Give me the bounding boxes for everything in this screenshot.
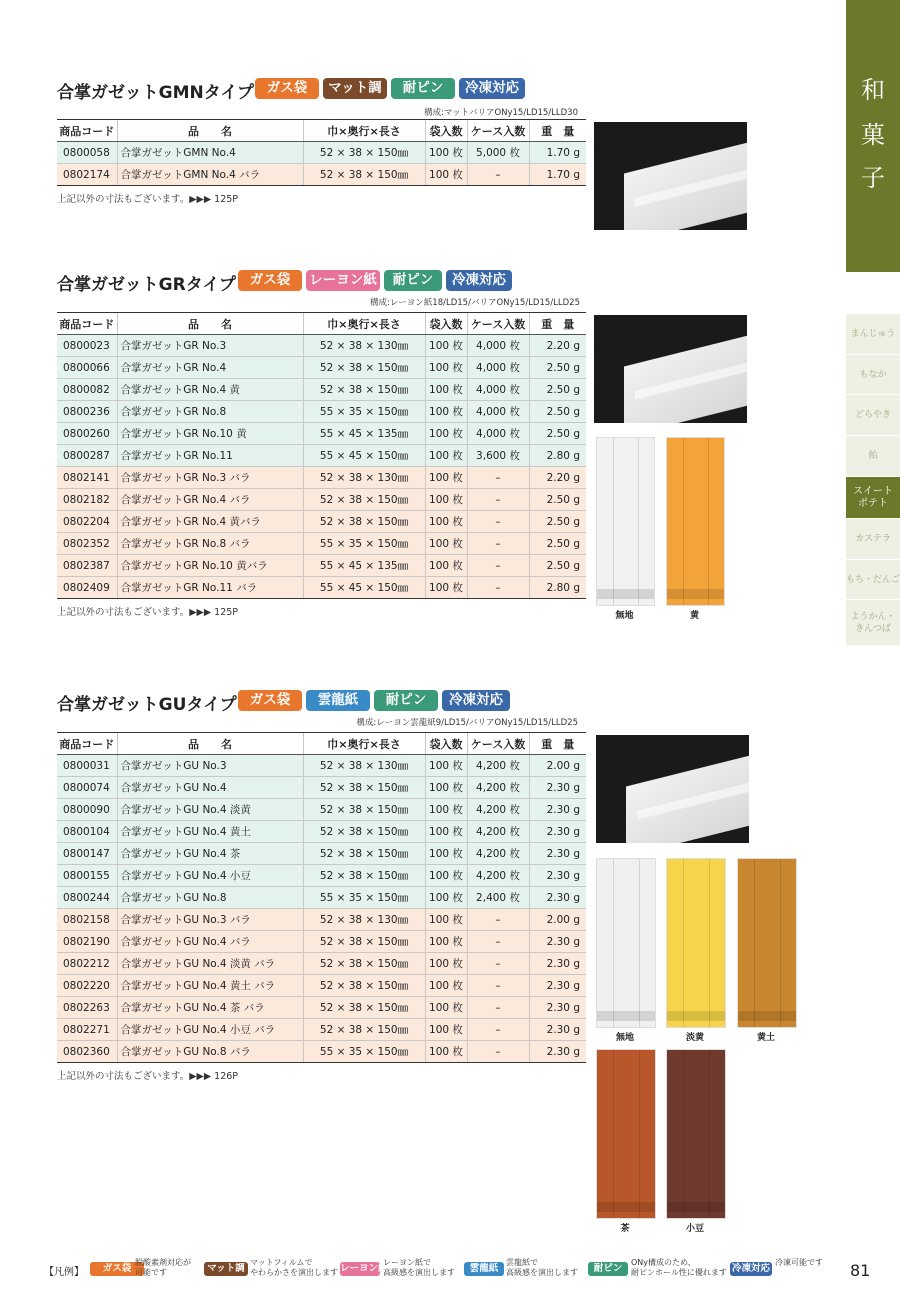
product-code-cell: 0800244: [57, 887, 117, 909]
product-name-cell: 合掌ガゼットGR No.4 黄バラ: [117, 511, 303, 533]
table-header-row: [57, 733, 586, 755]
table-row: [57, 1019, 586, 1041]
bag-quantity-cell: 100 枚: [425, 401, 467, 423]
case-quantity-cell: –: [467, 1041, 529, 1063]
side-item[interactable]: 飴: [846, 436, 900, 476]
table-row: [57, 799, 586, 821]
column-header: 袋入数: [425, 313, 467, 335]
weight-cell: 2.50 g: [529, 555, 586, 577]
bag-quantity-cell: 100 枚: [425, 931, 467, 953]
product-name-cell: 合掌ガゼットGR No.3 バラ: [117, 467, 303, 489]
dimensions-cell: 52 × 38 × 150㎜: [303, 1019, 425, 1041]
weight-cell: 2.80 g: [529, 445, 586, 467]
bag-quantity-cell: 100 枚: [425, 755, 467, 777]
dimensions-cell: 55 × 35 × 150㎜: [303, 887, 425, 909]
bag-quantity-cell: 100 枚: [425, 953, 467, 975]
size-note-gu: 上記以外の寸法もございます。▶▶▶ 126P: [57, 1071, 239, 1082]
dimensions-cell: 52 × 38 × 150㎜: [303, 931, 425, 953]
table-row: [57, 511, 586, 533]
case-quantity-cell: 4,000 枚: [467, 379, 529, 401]
weight-cell: 2.30 g: [529, 865, 586, 887]
bag-quantity-cell: 100 枚: [425, 164, 467, 186]
case-quantity-cell: –: [467, 953, 529, 975]
legend-label: 【凡例】: [44, 1267, 84, 1278]
column-header: 品 名: [117, 120, 303, 142]
bag-quantity-cell: 100 枚: [425, 821, 467, 843]
bag-quantity-cell: 100 枚: [425, 142, 467, 164]
product-name-cell: 合掌ガゼットGU No.4 淡黄 バラ: [117, 953, 303, 975]
weight-cell: 2.20 g: [529, 467, 586, 489]
table-row: [57, 975, 586, 997]
product-code-cell: 0802387: [57, 555, 117, 577]
product-code-cell: 0800260: [57, 423, 117, 445]
column-header: 巾×奥行×長さ: [303, 120, 425, 142]
product-name-cell: 合掌ガゼットGU No.4 黄土: [117, 821, 303, 843]
weight-cell: 2.30 g: [529, 843, 586, 865]
weight-cell: 2.50 g: [529, 379, 586, 401]
weight-cell: 1.70 g: [529, 164, 586, 186]
column-header: ケース入数: [467, 120, 529, 142]
product-code-cell: 0802158: [57, 909, 117, 931]
table-row: [57, 755, 586, 777]
dimensions-cell: 52 × 38 × 150㎜: [303, 357, 425, 379]
column-header: 商品コード: [57, 733, 117, 755]
table-row: [57, 865, 586, 887]
column-header: 商品コード: [57, 313, 117, 335]
badge-gas: ガス袋: [238, 690, 302, 711]
weight-cell: 2.30 g: [529, 799, 586, 821]
legend-description: レーヨン紙で 高級感を演出します: [383, 1258, 455, 1277]
composition-gmn: 構成:マットバリアONy15/LD15/LLD30: [424, 108, 578, 118]
column-header: ケース入数: [467, 733, 529, 755]
product-name-cell: 合掌ガゼットGR No.8: [117, 401, 303, 423]
composition-gu: 構成:レーヨン雲龍紙9/LD15/バリアONy15/LD15/LLD25: [356, 718, 578, 728]
weight-cell: 2.80 g: [529, 577, 586, 599]
weight-cell: 2.50 g: [529, 533, 586, 555]
table-row: [57, 909, 586, 931]
dimensions-cell: 52 × 38 × 150㎜: [303, 489, 425, 511]
product-code-cell: 0800090: [57, 799, 117, 821]
product-name-cell: 合掌ガゼットGR No.8 バラ: [117, 533, 303, 555]
bag-quantity-cell: 100 枚: [425, 489, 467, 511]
weight-cell: 2.50 g: [529, 357, 586, 379]
section-title-gmn: 合掌ガゼットGMNタイプ: [57, 83, 254, 103]
case-quantity-cell: 4,000 枚: [467, 423, 529, 445]
weight-cell: 2.30 g: [529, 777, 586, 799]
case-quantity-cell: 4,200 枚: [467, 843, 529, 865]
table-row: [57, 467, 586, 489]
product-photo-gmn: [594, 122, 747, 230]
size-note-gr: 上記以外の寸法もございます。▶▶▶ 125P: [57, 607, 239, 618]
bag-quantity-cell: 100 枚: [425, 467, 467, 489]
product-name-cell: 合掌ガゼットGU No.4 小豆: [117, 865, 303, 887]
bag-quantity-cell: 100 枚: [425, 799, 467, 821]
product-name-cell: 合掌ガゼットGR No.3: [117, 335, 303, 357]
side-item[interactable]: まんじゅう: [846, 314, 900, 354]
side-item[interactable]: もなか: [846, 355, 900, 394]
color-sample-label: 淡黄: [685, 1033, 704, 1043]
color-sample-label: 小豆: [685, 1224, 704, 1234]
color-sample-label: 黄: [689, 611, 699, 621]
bag-quantity-cell: 100 枚: [425, 533, 467, 555]
dimensions-cell: 52 × 38 × 130㎜: [303, 909, 425, 931]
product-code-cell: 0802352: [57, 533, 117, 555]
dimensions-cell: 55 × 45 × 135㎜: [303, 555, 425, 577]
product-code-cell: 0800147: [57, 843, 117, 865]
product-code-cell: 0800066: [57, 357, 117, 379]
case-quantity-cell: 3,600 枚: [467, 445, 529, 467]
product-name-cell: 合掌ガゼットGR No.10 黄: [117, 423, 303, 445]
size-note-gmn: 上記以外の寸法もございます。▶▶▶ 125P: [57, 194, 239, 205]
case-quantity-cell: 4,200 枚: [467, 865, 529, 887]
product-name-cell: 合掌ガゼットGR No.4 バラ: [117, 489, 303, 511]
product-code-cell: 0800104: [57, 821, 117, 843]
case-quantity-cell: 4,000 枚: [467, 401, 529, 423]
product-code-cell: 0802271: [57, 1019, 117, 1041]
category-char-1: 和: [861, 76, 885, 104]
table-row: [57, 953, 586, 975]
badge-unryu: 雲龍紙: [306, 690, 370, 711]
dimensions-cell: 55 × 45 × 150㎜: [303, 445, 425, 467]
badge-rayon: レーヨン紙: [306, 270, 380, 291]
table-row: [57, 401, 586, 423]
product-table-gmn: [57, 119, 586, 186]
product-code-cell: 0802174: [57, 164, 117, 186]
case-quantity-cell: –: [467, 467, 529, 489]
table-header-row: [57, 313, 586, 335]
dimensions-cell: 52 × 38 × 150㎜: [303, 511, 425, 533]
section-title-gu: 合掌ガゼットGUタイプ: [57, 695, 237, 715]
dimensions-cell: 55 × 35 × 150㎜: [303, 401, 425, 423]
color-sample-swatch: [666, 437, 725, 606]
case-quantity-cell: –: [467, 533, 529, 555]
dimensions-cell: 52 × 38 × 150㎜: [303, 997, 425, 1019]
product-code-cell: 0802204: [57, 511, 117, 533]
case-quantity-cell: –: [467, 931, 529, 953]
weight-cell: 1.70 g: [529, 142, 586, 164]
case-quantity-cell: 4,200 枚: [467, 777, 529, 799]
weight-cell: 2.00 g: [529, 755, 586, 777]
product-table-gr: [57, 312, 586, 599]
case-quantity-cell: –: [467, 577, 529, 599]
color-sample-swatch: [666, 858, 726, 1028]
bag-quantity-cell: 100 枚: [425, 1019, 467, 1041]
page-number: 81: [850, 1261, 871, 1280]
product-table-gu: [57, 732, 586, 1063]
product-name-cell: 合掌ガゼットGU No.4 茶 バラ: [117, 997, 303, 1019]
table-row: [57, 887, 586, 909]
table-row: [57, 997, 586, 1019]
bag-quantity-cell: 100 枚: [425, 357, 467, 379]
product-photo-gr: [594, 315, 747, 423]
weight-cell: 2.50 g: [529, 401, 586, 423]
color-sample-swatch: [596, 858, 656, 1028]
product-name-cell: 合掌ガゼットGU No.4: [117, 777, 303, 799]
legend-badge: 雲龍紙: [464, 1262, 504, 1276]
case-quantity-cell: 4,200 枚: [467, 821, 529, 843]
column-header: 品 名: [117, 313, 303, 335]
table-row: [57, 843, 586, 865]
dimensions-cell: 52 × 38 × 150㎜: [303, 142, 425, 164]
product-name-cell: 合掌ガゼットGU No.3: [117, 755, 303, 777]
legend-badge: マット調: [204, 1262, 248, 1276]
legend-description: ONy構成のため、 耐ピンホール性に優れます: [631, 1258, 727, 1277]
dimensions-cell: 52 × 38 × 150㎜: [303, 975, 425, 997]
badge-pin: 耐ピン: [384, 270, 442, 291]
dimensions-cell: 52 × 38 × 130㎜: [303, 755, 425, 777]
column-header: 商品コード: [57, 120, 117, 142]
table-header-row: [57, 120, 586, 142]
badge-gas: ガス袋: [238, 270, 302, 291]
weight-cell: 2.30 g: [529, 953, 586, 975]
bag-quantity-cell: 100 枚: [425, 975, 467, 997]
weight-cell: 2.20 g: [529, 335, 586, 357]
product-name-cell: 合掌ガゼットGU No.3 バラ: [117, 909, 303, 931]
dimensions-cell: 52 × 38 × 150㎜: [303, 799, 425, 821]
dimensions-cell: 52 × 38 × 150㎜: [303, 843, 425, 865]
legend-description: 脱酸素剤対応が 可能です: [135, 1258, 191, 1277]
case-quantity-cell: –: [467, 489, 529, 511]
case-quantity-cell: 4,000 枚: [467, 357, 529, 379]
weight-cell: 2.30 g: [529, 887, 586, 909]
case-quantity-cell: 4,000 枚: [467, 335, 529, 357]
bag-quantity-cell: 100 枚: [425, 909, 467, 931]
dimensions-cell: 52 × 38 × 130㎜: [303, 467, 425, 489]
product-code-cell: 0802263: [57, 997, 117, 1019]
legend-description: 雲龍紙で 高級感を演出します: [506, 1258, 578, 1277]
bag-quantity-cell: 100 枚: [425, 577, 467, 599]
legend-badge: 冷凍対応: [731, 1263, 770, 1274]
product-name-cell: 合掌ガゼットGU No.4 黄土 バラ: [117, 975, 303, 997]
weight-cell: 2.30 g: [529, 1041, 586, 1063]
case-quantity-cell: –: [467, 909, 529, 931]
product-name-cell: 合掌ガゼットGU No.4 バラ: [117, 931, 303, 953]
side-item[interactable]: もち・だんご: [846, 560, 900, 599]
case-quantity-cell: –: [467, 511, 529, 533]
table-row: [57, 445, 586, 467]
bag-quantity-cell: 100 枚: [425, 445, 467, 467]
dimensions-cell: 55 × 35 × 150㎜: [303, 533, 425, 555]
product-name-cell: 合掌ガゼットGR No.4 黄: [117, 379, 303, 401]
weight-cell: 2.30 g: [529, 821, 586, 843]
product-name-cell: 合掌ガゼットGU No.4 茶: [117, 843, 303, 865]
product-code-cell: 0800031: [57, 755, 117, 777]
case-quantity-cell: 4,200 枚: [467, 799, 529, 821]
table-row: [57, 821, 586, 843]
weight-cell: 2.30 g: [529, 997, 586, 1019]
color-sample-label: 茶: [620, 1224, 630, 1234]
dimensions-cell: 52 × 38 × 150㎜: [303, 865, 425, 887]
section-title-gr: 合掌ガゼットGRタイプ: [57, 275, 236, 295]
table-row: [57, 777, 586, 799]
column-header: 袋入数: [425, 120, 467, 142]
product-name-cell: 合掌ガゼットGR No.11: [117, 445, 303, 467]
dimensions-cell: 52 × 38 × 150㎜: [303, 777, 425, 799]
weight-cell: 2.50 g: [529, 511, 586, 533]
table-row: [57, 555, 586, 577]
dimensions-cell: 52 × 38 × 130㎜: [303, 335, 425, 357]
bag-quantity-cell: 100 枚: [425, 887, 467, 909]
color-sample-swatch: [596, 1049, 656, 1219]
badge-cold: 冷凍対応: [442, 690, 510, 711]
bag-quantity-cell: 100 枚: [425, 843, 467, 865]
bag-quantity-cell: 100 枚: [425, 777, 467, 799]
table-row: [57, 335, 586, 357]
product-code-cell: 0800287: [57, 445, 117, 467]
product-code-cell: 0802190: [57, 931, 117, 953]
case-quantity-cell: –: [467, 555, 529, 577]
product-code-cell: 0802182: [57, 489, 117, 511]
bag-quantity-cell: 100 枚: [425, 511, 467, 533]
category-char-2: 菓: [861, 121, 885, 149]
weight-cell: 2.00 g: [529, 909, 586, 931]
legend-badge: レーヨン紙: [340, 1263, 388, 1274]
weight-cell: 2.30 g: [529, 1019, 586, 1041]
table-row: [57, 142, 586, 164]
bag-quantity-cell: 100 枚: [425, 555, 467, 577]
legend-badge: 耐ピン: [588, 1262, 628, 1276]
table-row: [57, 931, 586, 953]
product-name-cell: 合掌ガゼットGR No.4: [117, 357, 303, 379]
table-row: [57, 357, 586, 379]
bag-quantity-cell: 100 枚: [425, 865, 467, 887]
table-row: [57, 423, 586, 445]
product-name-cell: 合掌ガゼットGU No.4 淡黄: [117, 799, 303, 821]
dimensions-cell: 55 × 35 × 150㎜: [303, 1041, 425, 1063]
legend-description: マットフィルムで やわらかさを演出します: [250, 1258, 338, 1277]
color-sample-label: 黄土: [756, 1033, 775, 1043]
case-quantity-cell: 2,400 枚: [467, 887, 529, 909]
composition-gr: 構成:レーヨン紙18/LD15/バリアONy15/LD15/LLD25: [369, 298, 580, 308]
column-header: 重 量: [529, 733, 586, 755]
color-sample-swatch: [596, 437, 655, 606]
case-quantity-cell: –: [467, 975, 529, 997]
category-tab-wagashi[interactable]: [846, 0, 900, 272]
product-code-cell: 0802409: [57, 577, 117, 599]
color-sample-label: 無地: [615, 611, 634, 621]
column-header: 袋入数: [425, 733, 467, 755]
badge-cold: 冷凍対応: [446, 270, 512, 291]
product-name-cell: 合掌ガゼットGU No.4 小豆 バラ: [117, 1019, 303, 1041]
column-header: 巾×奥行×長さ: [303, 733, 425, 755]
bag-quantity-cell: 100 枚: [425, 379, 467, 401]
product-name-cell: 合掌ガゼットGMN No.4 バラ: [117, 164, 303, 186]
product-name-cell: 合掌ガゼットGR No.10 黄バラ: [117, 555, 303, 577]
product-code-cell: 0800074: [57, 777, 117, 799]
product-code-cell: 0800058: [57, 142, 117, 164]
table-row: [57, 489, 586, 511]
dimensions-cell: 55 × 45 × 150㎜: [303, 577, 425, 599]
product-code-cell: 0802141: [57, 467, 117, 489]
product-code-cell: 0800236: [57, 401, 117, 423]
weight-cell: 2.30 g: [529, 975, 586, 997]
case-quantity-cell: 5,000 枚: [467, 142, 529, 164]
case-quantity-cell: –: [467, 1019, 529, 1041]
dimensions-cell: 52 × 38 × 150㎜: [303, 953, 425, 975]
column-header: ケース入数: [467, 313, 529, 335]
table-row: [57, 1041, 586, 1063]
table-row: [57, 164, 586, 186]
side-item[interactable]: スイート ポテト: [846, 477, 900, 518]
side-item[interactable]: カステラ: [846, 519, 900, 559]
product-code-cell: 0800155: [57, 865, 117, 887]
product-code-cell: 0800082: [57, 379, 117, 401]
legend-description: 冷凍可能です: [775, 1258, 823, 1267]
product-name-cell: 合掌ガゼットGR No.11 バラ: [117, 577, 303, 599]
column-header: 重 量: [529, 120, 586, 142]
column-header: 重 量: [529, 313, 586, 335]
case-quantity-cell: –: [467, 164, 529, 186]
case-quantity-cell: 4,200 枚: [467, 755, 529, 777]
badge-pin: 耐ピン: [391, 78, 455, 99]
weight-cell: 2.50 g: [529, 489, 586, 511]
color-sample-label: 無地: [615, 1033, 634, 1043]
dimensions-cell: 55 × 45 × 135㎜: [303, 423, 425, 445]
category-char-3: 子: [861, 164, 885, 192]
color-sample-swatch: [666, 1049, 726, 1219]
badge-cold: 冷凍対応: [459, 78, 525, 99]
bag-quantity-cell: 100 枚: [425, 335, 467, 357]
product-code-cell: 0800023: [57, 335, 117, 357]
dimensions-cell: 52 × 38 × 150㎜: [303, 821, 425, 843]
table-row: [57, 379, 586, 401]
case-quantity-cell: –: [467, 997, 529, 1019]
badge-matte: マット調: [323, 78, 387, 99]
column-header: 品 名: [117, 733, 303, 755]
side-item[interactable]: ようかん・ きんつば: [846, 600, 900, 645]
legend-badge: ガス袋: [90, 1262, 144, 1276]
color-sample-swatch: [737, 858, 797, 1028]
product-name-cell: 合掌ガゼットGU No.8 バラ: [117, 1041, 303, 1063]
bag-quantity-cell: 100 枚: [425, 1041, 467, 1063]
dimensions-cell: 52 × 38 × 150㎜: [303, 379, 425, 401]
side-item[interactable]: どらやき: [846, 395, 900, 435]
dimensions-cell: 52 × 38 × 150㎜: [303, 164, 425, 186]
weight-cell: 2.30 g: [529, 931, 586, 953]
product-code-cell: 0802212: [57, 953, 117, 975]
product-name-cell: 合掌ガゼットGMN No.4: [117, 142, 303, 164]
product-code-cell: 0802220: [57, 975, 117, 997]
product-code-cell: 0802360: [57, 1041, 117, 1063]
weight-cell: 2.50 g: [529, 423, 586, 445]
table-row: [57, 533, 586, 555]
bag-quantity-cell: 100 枚: [425, 997, 467, 1019]
product-name-cell: 合掌ガゼットGU No.8: [117, 887, 303, 909]
column-header: 巾×奥行×長さ: [303, 313, 425, 335]
badge-pin: 耐ピン: [374, 690, 438, 711]
badge-gas: ガス袋: [255, 78, 319, 99]
bag-quantity-cell: 100 枚: [425, 423, 467, 445]
product-photo-gu: [596, 735, 749, 843]
table-row: [57, 577, 586, 599]
